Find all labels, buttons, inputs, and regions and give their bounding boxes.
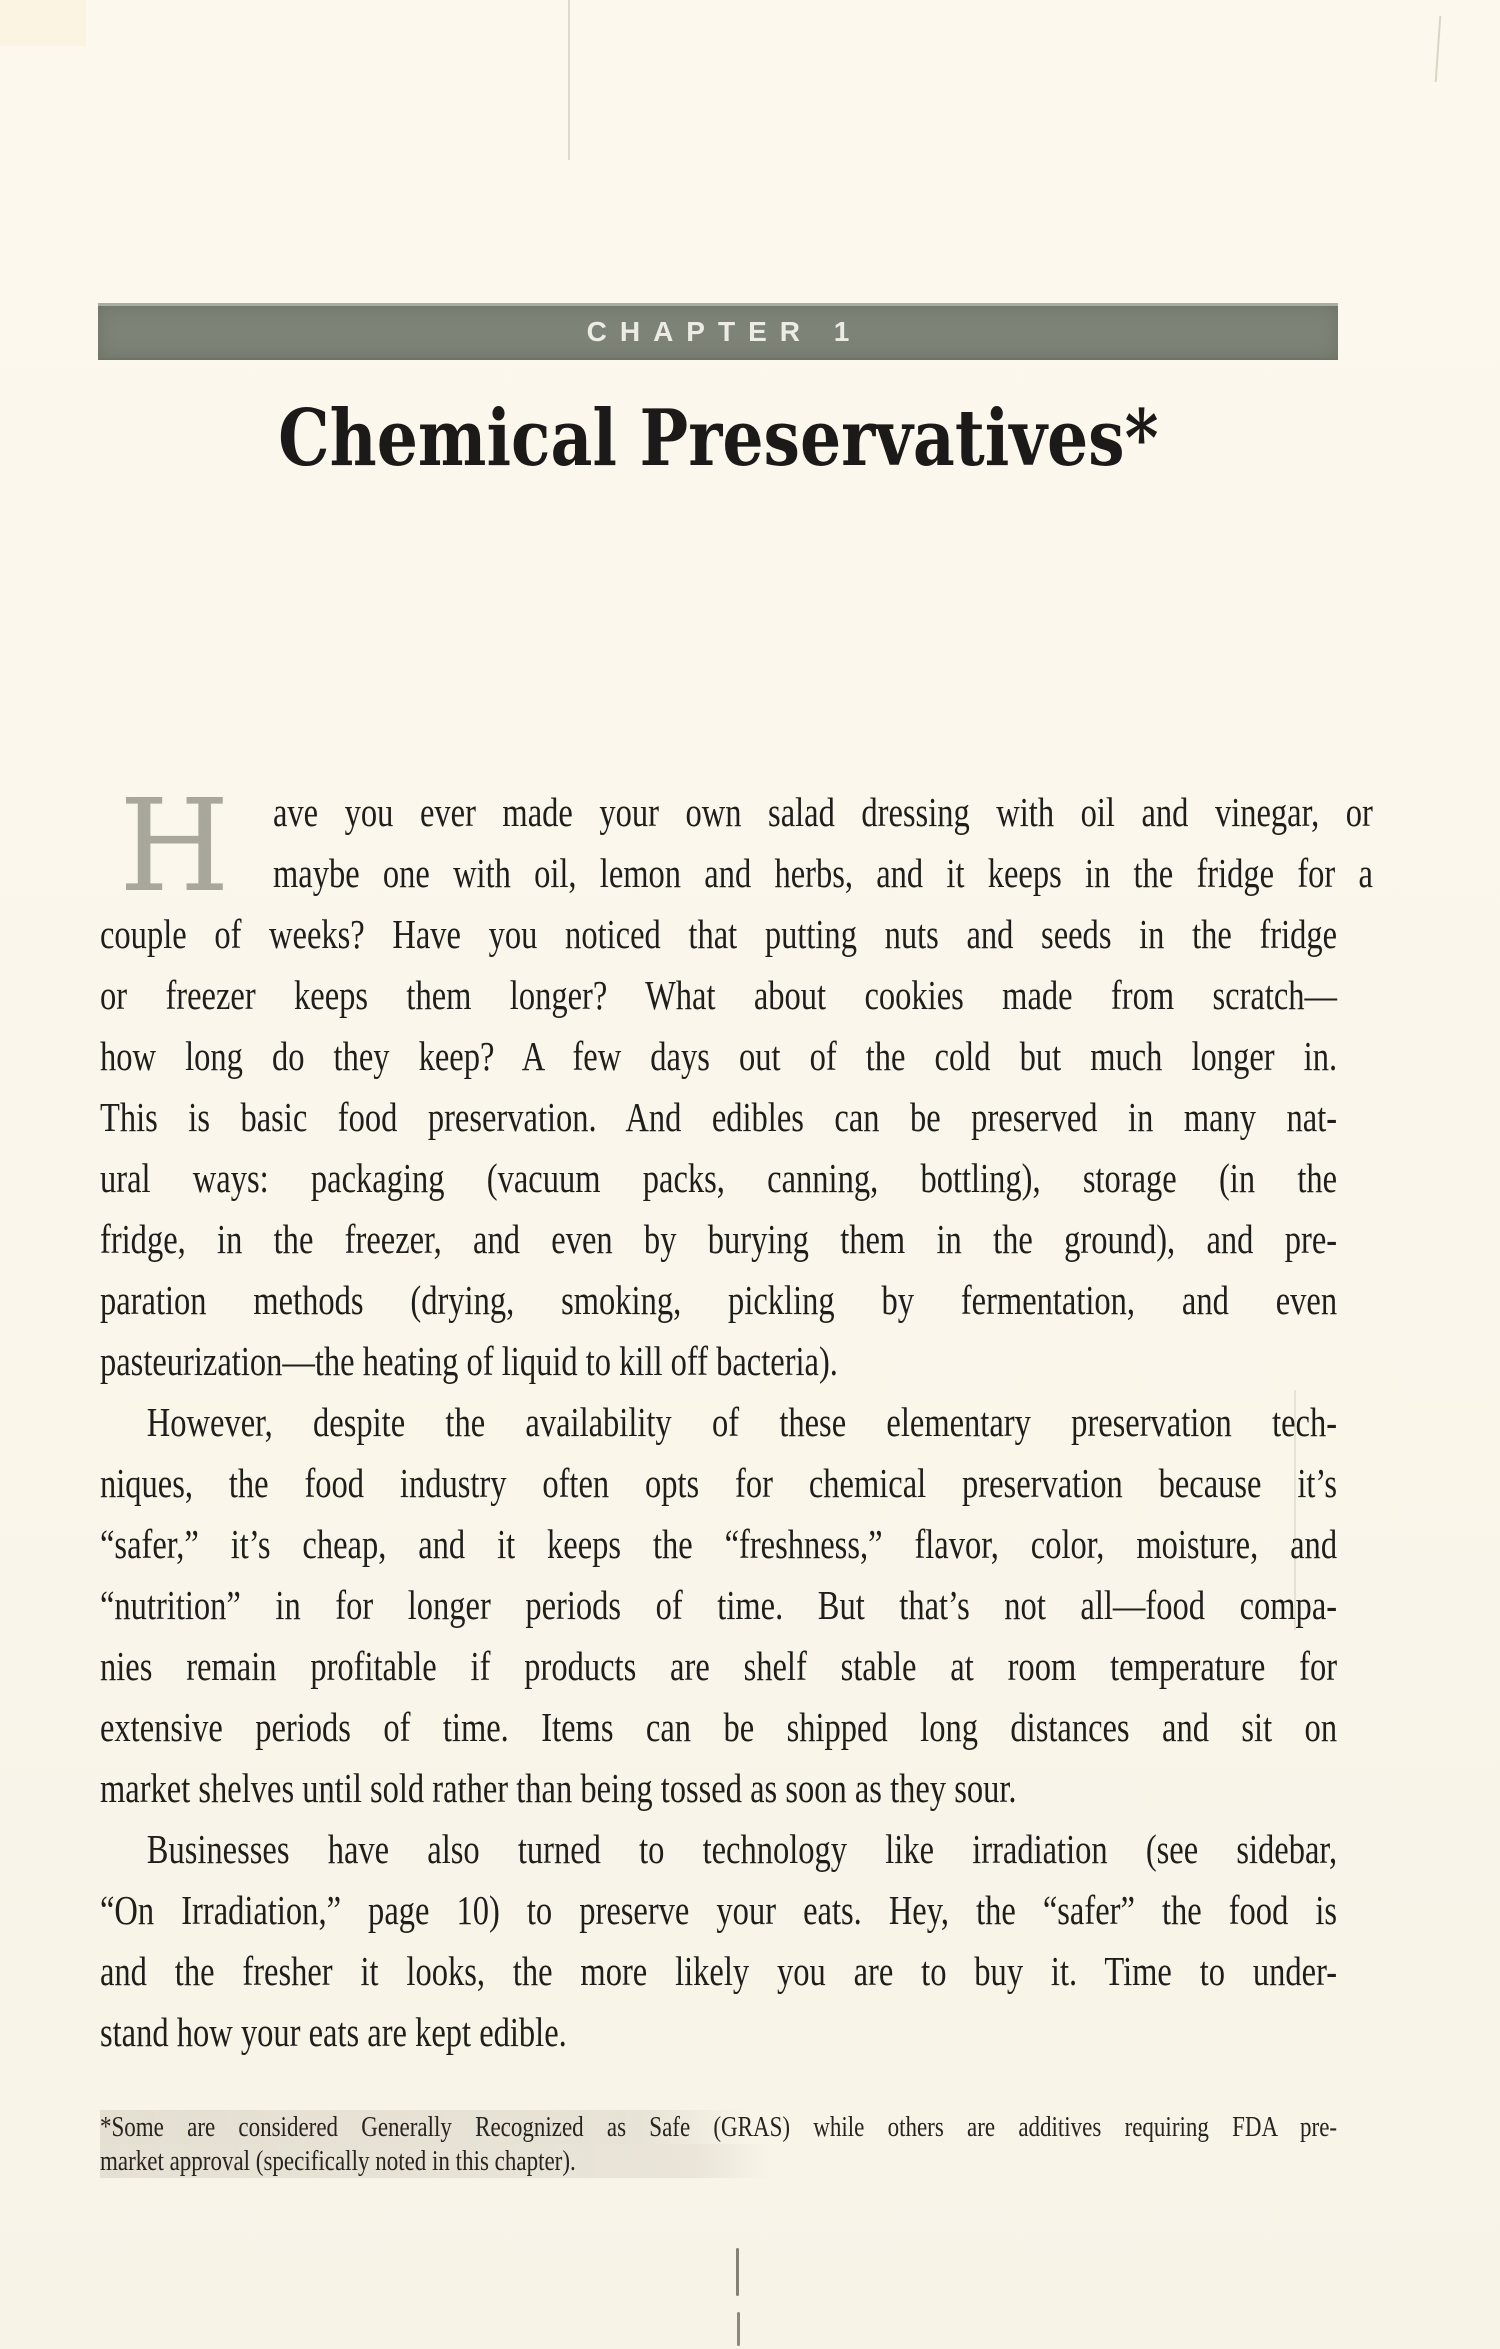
scan-crease-top — [568, 0, 570, 160]
body-line-p3-l3: and the fresher it looks, the more likely you are to buy it. Time to under- — [100, 1948, 1338, 1994]
drop-cap: H — [119, 772, 230, 920]
body-line-p2-l1: However, despite the availability of these elementary preservation tech- — [146, 1399, 1338, 1445]
body-line-p1-l1: ave you ever made your own salad dressing with oil and vinegar, or — [273, 789, 1373, 835]
body-text — [100, 772, 1373, 2063]
page-title-wrap — [98, 393, 1338, 490]
body-line-p2-l7: market shelves until sold rather than being tossed as soon as they sour. — [100, 1765, 1017, 1811]
chapter-banner — [98, 303, 1338, 360]
body-line-p1-l6: This is basic food preservation. And edibles can be preserved in many nat- — [100, 1094, 1338, 1140]
body-line-p2-l5: nies remain profitable if products are shelf stable at room temperature for — [100, 1643, 1338, 1689]
scan-corner-tint — [0, 0, 86, 46]
body-line-p3-l2: “On Irradiation,” page 10) to preserve your eats. Hey, the “safer” the food is — [100, 1887, 1338, 1933]
body-line-p1-l2: maybe one with oil, lemon and herbs, and it keeps in the fridge for a — [273, 850, 1373, 896]
footnote — [100, 2110, 1337, 2178]
body-line-p1-l9: paration methods (drying, smoking, pickling by fermentation, and even — [100, 1277, 1338, 1323]
body-line-p3-l1: Businesses have also turned to technology like irradiation (see sidebar, — [146, 1826, 1338, 1872]
body-line-p1-l10: pasteurization—the heating of liquid to kill off bacteria). — [100, 1338, 838, 1384]
page-title: Chemical Preservatives* — [277, 393, 1159, 484]
chapter-banner-label: CHAPTER 1 — [586, 316, 863, 347]
footnote-line-1: *Some are considered Generally Recognized as Safe (GRAS) while others are additives requiring FDA pre- — [100, 2111, 1338, 2143]
scan-mark-bottom-2 — [737, 2312, 740, 2346]
body-line-p2-l6: extensive periods of time. Items can be shipped long distances and sit on — [100, 1704, 1338, 1750]
body-line-p1-l4: or freezer keeps them longer? What about cookies made from scratch— — [100, 972, 1338, 1018]
body-line-p1-l7: ural ways: packaging (vacuum packs, canning, bottling), storage (in the — [100, 1155, 1338, 1201]
body-line-p3-l4: stand how your eats are kept edible. — [100, 2009, 567, 2055]
body-line-p1-l3: couple of weeks? Have you noticed that putting nuts and seeds in the fridge — [100, 911, 1338, 957]
scan-mark-bottom-1 — [736, 2248, 739, 2296]
body-line-p2-l3: “safer,” it’s cheap, and it keeps the “freshness,” flavor, color, moisture, and — [100, 1521, 1338, 1567]
body-line-p2-l2: niques, the food industry often opts for chemical preservation because it’s — [100, 1460, 1338, 1506]
footnote-line-2: market approval (specifically noted in this chapter). — [100, 2144, 1337, 2178]
scan-crease-top-right — [1435, 16, 1442, 82]
body-line-p1-l5: how long do they keep? A few days out of the cold but much longer in. — [100, 1033, 1338, 1079]
body-line-p1-l8: fridge, in the freezer, and even by burying them in the ground), and pre- — [100, 1216, 1338, 1262]
body-line-p2-l4: “nutrition” in for longer periods of time. But that’s not all—food compa- — [100, 1582, 1338, 1628]
